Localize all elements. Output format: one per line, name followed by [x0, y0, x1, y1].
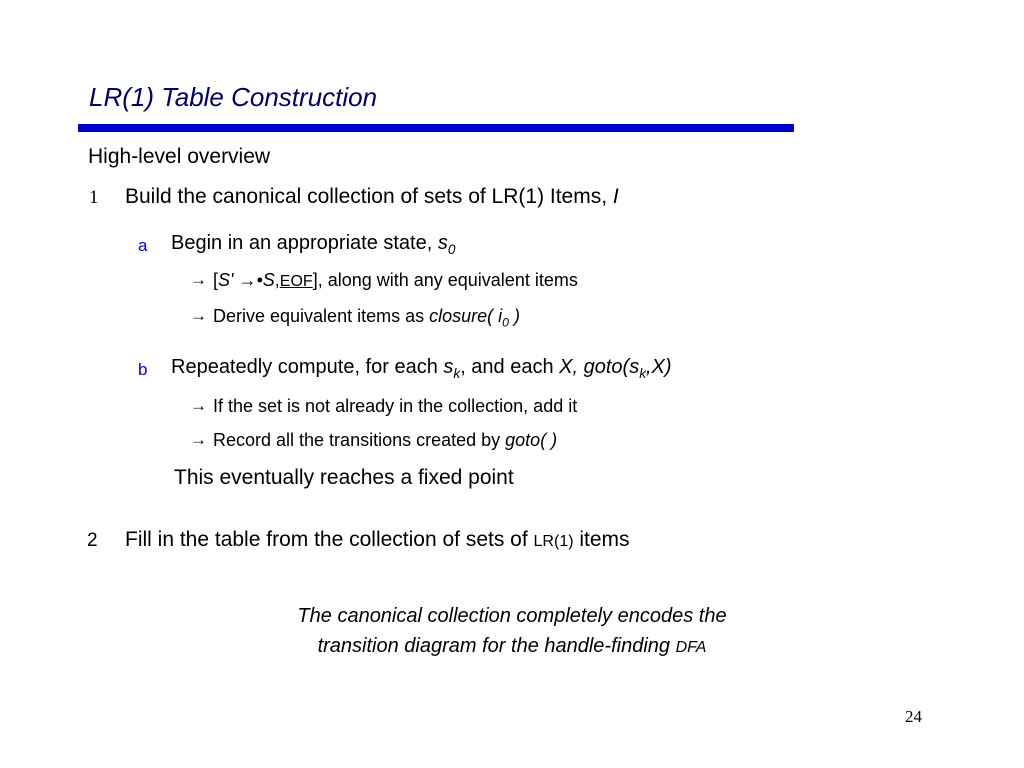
note-line-2: transition diagram for the handle-finding DFA	[317, 635, 707, 657]
right-arrow-icon: →	[190, 306, 207, 325]
bullet-record-transitions: Record all the transitions created by goto( )	[213, 430, 558, 450]
fixed-point-text: This eventually reaches a fixed point	[174, 466, 514, 489]
right-arrow-icon: →	[190, 430, 207, 449]
bullet-add-set: If the set is not already in the collection, add it	[213, 396, 578, 416]
slide-title: LR(1) Table Construction	[89, 82, 378, 112]
title-divider	[78, 124, 794, 132]
right-arrow-icon: →	[190, 270, 207, 289]
step-1-text: Build the canonical collection of sets of LR(1) Items, I	[125, 185, 619, 208]
step-1b-text: Repeatedly compute, for each $s_k$, and each X, $goto(s_k,X)$	[171, 356, 672, 381]
page-number: 24	[905, 707, 922, 726]
right-arrow-icon: →	[190, 396, 207, 415]
step-1-marker: 1	[89, 187, 99, 208]
bullet-start-item: [S' →•S,EOF], along with any equivalent items	[213, 270, 578, 290]
step-1b-marker: b	[138, 360, 148, 379]
bullet-closure: Derive equivalent items as closure( $i_0$ )	[213, 306, 520, 330]
note-line-1: The canonical collection completely encodes the	[297, 605, 727, 627]
step-1a-marker: a	[138, 236, 148, 255]
step-1a-text: Begin in an appropriate state, $s_0$	[171, 232, 456, 257]
step-2-marker: 2	[87, 530, 98, 551]
step-2-text: Fill in the table from the collection of sets of LR(1) items	[125, 528, 630, 551]
subheading: High-level overview	[88, 145, 271, 168]
